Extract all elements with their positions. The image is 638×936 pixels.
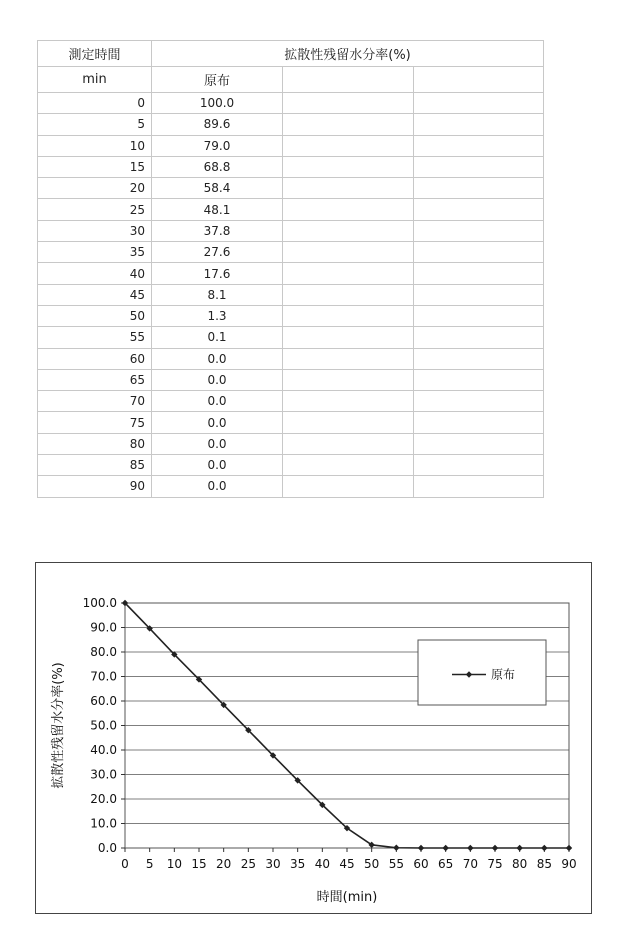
time-cell: 5 bbox=[38, 114, 152, 135]
table-row bbox=[38, 327, 544, 348]
x-tick-label: 5 bbox=[145, 857, 154, 871]
empty-cell bbox=[414, 476, 544, 497]
y-axis-title: 拡散性残留水分率(%) bbox=[51, 662, 66, 789]
empty-cell bbox=[283, 242, 414, 263]
y-tick-label: 10.0 bbox=[90, 816, 117, 831]
empty-cell bbox=[414, 263, 544, 284]
table-row bbox=[38, 156, 544, 177]
value-cell: 0.0 bbox=[152, 433, 283, 454]
empty-cell bbox=[283, 135, 414, 156]
time-cell: 45 bbox=[38, 284, 152, 305]
table-row bbox=[38, 114, 544, 135]
table-row bbox=[38, 242, 544, 263]
table-row bbox=[38, 220, 544, 241]
table-row bbox=[38, 178, 544, 199]
time-cell: 90 bbox=[38, 476, 152, 497]
empty-cell bbox=[283, 67, 414, 93]
empty-cell bbox=[414, 178, 544, 199]
time-cell: 35 bbox=[38, 242, 152, 263]
x-tick-label: 65 bbox=[438, 857, 454, 871]
x-tick-label: 20 bbox=[216, 857, 232, 871]
y-tick-label: 100.0 bbox=[82, 596, 117, 610]
series-header: 原布 bbox=[152, 67, 283, 93]
time-cell: 15 bbox=[38, 156, 152, 177]
empty-cell bbox=[283, 433, 414, 454]
value-cell: 100.0 bbox=[152, 93, 283, 114]
x-tick-label: 45 bbox=[339, 857, 355, 871]
y-tick-label: 0.0 bbox=[97, 841, 117, 855]
time-cell: 40 bbox=[38, 263, 152, 284]
empty-cell bbox=[414, 412, 544, 433]
y-tick-label: 50.0 bbox=[90, 718, 117, 733]
x-tick-label: 75 bbox=[487, 857, 503, 871]
data-point bbox=[393, 845, 399, 851]
empty-cell bbox=[414, 156, 544, 177]
empty-cell bbox=[283, 369, 414, 390]
x-tick-label: 70 bbox=[462, 857, 478, 871]
time-cell: 70 bbox=[38, 391, 152, 412]
x-tick-label: 25 bbox=[240, 857, 256, 871]
time-cell: 65 bbox=[38, 369, 152, 390]
empty-cell bbox=[283, 93, 414, 114]
empty-cell bbox=[283, 455, 414, 476]
empty-cell bbox=[414, 135, 544, 156]
x-tick-label: 90 bbox=[561, 857, 577, 871]
data-point bbox=[467, 845, 473, 851]
empty-cell bbox=[414, 220, 544, 241]
empty-cell bbox=[414, 67, 544, 93]
empty-cell bbox=[414, 305, 544, 326]
table-row bbox=[38, 263, 544, 284]
empty-cell bbox=[414, 369, 544, 390]
data-point bbox=[442, 845, 448, 851]
value-cell: 0.0 bbox=[152, 348, 283, 369]
x-tick-label: 55 bbox=[388, 857, 404, 871]
value-cell: 17.6 bbox=[152, 263, 283, 284]
value-cell: 27.6 bbox=[152, 242, 283, 263]
unit-time: min bbox=[38, 67, 152, 93]
table-row bbox=[38, 433, 544, 454]
data-point bbox=[418, 845, 424, 851]
empty-cell bbox=[283, 284, 414, 305]
empty-cell bbox=[283, 156, 414, 177]
empty-cell bbox=[414, 391, 544, 412]
empty-cell bbox=[414, 93, 544, 114]
y-tick-label: 70.0 bbox=[90, 669, 117, 684]
legend bbox=[418, 640, 546, 705]
value-cell: 0.0 bbox=[152, 455, 283, 476]
x-tick-label: 30 bbox=[265, 857, 281, 871]
time-cell: 60 bbox=[38, 348, 152, 369]
value-cell: 1.3 bbox=[152, 305, 283, 326]
time-cell: 85 bbox=[38, 455, 152, 476]
chart bbox=[35, 562, 592, 914]
table-header-row bbox=[38, 41, 544, 67]
header-group: 拡散性残留水分率(%) bbox=[152, 41, 544, 67]
value-cell: 48.1 bbox=[152, 199, 283, 220]
table-subheader-row bbox=[38, 67, 544, 93]
time-cell: 10 bbox=[38, 135, 152, 156]
value-cell: 0.0 bbox=[152, 476, 283, 497]
time-cell: 25 bbox=[38, 199, 152, 220]
time-cell: 80 bbox=[38, 433, 152, 454]
time-cell: 20 bbox=[38, 178, 152, 199]
empty-cell bbox=[414, 114, 544, 135]
empty-cell bbox=[283, 348, 414, 369]
y-tick-label: 30.0 bbox=[90, 767, 117, 782]
x-tick-label: 35 bbox=[290, 857, 306, 871]
table-row bbox=[38, 284, 544, 305]
x-tick-label: 50 bbox=[364, 857, 380, 871]
y-tick-label: 80.0 bbox=[90, 645, 117, 659]
empty-cell bbox=[414, 242, 544, 263]
time-cell: 75 bbox=[38, 412, 152, 433]
y-tick-label: 90.0 bbox=[90, 620, 117, 635]
empty-cell bbox=[283, 305, 414, 326]
empty-cell bbox=[283, 327, 414, 348]
empty-cell bbox=[283, 263, 414, 284]
chart-svg bbox=[36, 563, 591, 913]
value-cell: 0.0 bbox=[152, 412, 283, 433]
data-point bbox=[541, 845, 547, 851]
empty-cell bbox=[283, 178, 414, 199]
x-tick-label: 10 bbox=[166, 857, 182, 871]
time-cell: 55 bbox=[38, 327, 152, 348]
table-row bbox=[38, 93, 544, 114]
value-cell: 89.6 bbox=[152, 114, 283, 135]
x-tick-label: 85 bbox=[536, 857, 552, 871]
value-cell: 0.1 bbox=[152, 327, 283, 348]
x-tick-label: 0 bbox=[121, 857, 129, 871]
y-tick-label: 60.0 bbox=[90, 694, 117, 708]
value-cell: 68.8 bbox=[152, 156, 283, 177]
table-row bbox=[38, 199, 544, 220]
header-time: 測定時間 bbox=[38, 41, 152, 67]
time-cell: 30 bbox=[38, 220, 152, 241]
table-row bbox=[38, 135, 544, 156]
data-point bbox=[516, 845, 522, 851]
value-cell: 79.0 bbox=[152, 135, 283, 156]
data-table bbox=[37, 40, 544, 498]
empty-cell bbox=[283, 412, 414, 433]
x-axis-title: 時間(min) bbox=[316, 890, 378, 905]
empty-cell bbox=[414, 284, 544, 305]
value-cell: 0.0 bbox=[152, 391, 283, 412]
time-cell: 0 bbox=[38, 93, 152, 114]
value-cell: 58.4 bbox=[152, 178, 283, 199]
empty-cell bbox=[414, 199, 544, 220]
data-point bbox=[566, 845, 572, 851]
table-row bbox=[38, 391, 544, 412]
empty-cell bbox=[414, 433, 544, 454]
x-tick-label: 15 bbox=[191, 857, 207, 871]
empty-cell bbox=[283, 476, 414, 497]
empty-cell bbox=[414, 348, 544, 369]
legend-label: 原布 bbox=[491, 667, 516, 682]
empty-cell bbox=[283, 391, 414, 412]
table-row bbox=[38, 369, 544, 390]
empty-cell bbox=[414, 327, 544, 348]
value-cell: 0.0 bbox=[152, 369, 283, 390]
x-tick-label: 60 bbox=[413, 857, 429, 871]
empty-cell bbox=[283, 199, 414, 220]
table-row bbox=[38, 412, 544, 433]
y-tick-label: 40.0 bbox=[90, 743, 117, 757]
y-tick-label: 20.0 bbox=[90, 792, 117, 806]
data-point bbox=[492, 845, 498, 851]
empty-cell bbox=[283, 114, 414, 135]
table-row bbox=[38, 305, 544, 326]
value-cell: 8.1 bbox=[152, 284, 283, 305]
table-row bbox=[38, 455, 544, 476]
value-cell: 37.8 bbox=[152, 220, 283, 241]
empty-cell bbox=[283, 220, 414, 241]
table-row bbox=[38, 348, 544, 369]
empty-cell bbox=[414, 455, 544, 476]
table-row bbox=[38, 476, 544, 497]
x-tick-label: 40 bbox=[314, 857, 330, 871]
time-cell: 50 bbox=[38, 305, 152, 326]
x-tick-label: 80 bbox=[512, 857, 528, 871]
